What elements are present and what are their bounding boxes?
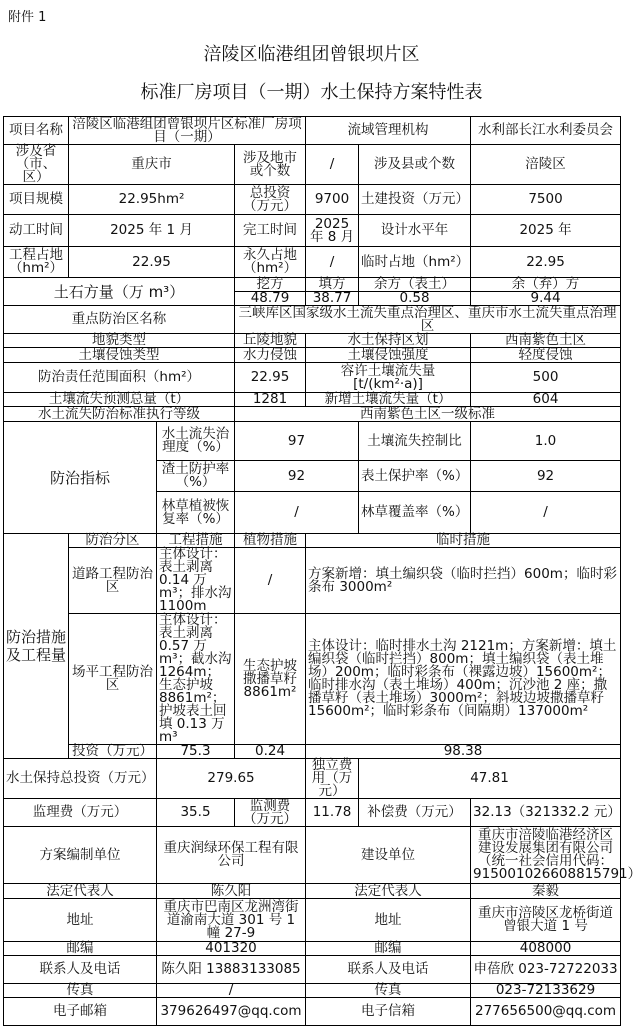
table-cell: 独立费用（万元） [306, 759, 359, 799]
table-cell: 023-72133629 [471, 984, 621, 998]
table-cell: 工程占地（hm²） [4, 247, 69, 278]
table-cell: 临时占地（hm²） [359, 247, 471, 278]
table-cell: 完工时间 [235, 215, 306, 247]
table-cell: 22.95hm² [69, 185, 235, 215]
table-cell: 陈久阳 13883133085 [157, 956, 306, 984]
table-cell: 1281 [235, 393, 306, 407]
table-row [4, 827, 621, 884]
table-cell: 重庆市巴南区龙洲湾街道渝南大道 301 号 1 幢 27-9 [157, 899, 306, 942]
table-cell: 轻度侵蚀 [471, 348, 621, 363]
table-cell: 0.58 [359, 292, 471, 306]
table-cell: 279.65 [157, 759, 306, 799]
table-cell: 表土保护率（%） [359, 461, 471, 492]
table-cell: 重庆市 [69, 145, 235, 185]
table-cell: 渣土防护率（%） [157, 461, 235, 492]
table-cell: 1.0 [471, 422, 621, 461]
table-cell: / [235, 548, 306, 614]
table-cell: 三峡库区国家级水土流失重点治理区、重庆市水土流失重点治理区 [235, 306, 621, 334]
table-cell: 7500 [471, 185, 621, 215]
attachment-label: 附件 1 [8, 10, 47, 25]
table-cell: 临时措施 [306, 534, 621, 548]
table-cell: 涉及省（市、区） [4, 145, 69, 185]
table-cell: 土壤侵蚀强度 [306, 348, 471, 363]
table-row [4, 363, 621, 393]
table-row [4, 306, 621, 334]
table-cell: 邮编 [4, 942, 157, 956]
table-row [4, 942, 621, 956]
table-cell: 电子信箱 [306, 998, 471, 1026]
table-cell: 277656500@qq.com [471, 998, 621, 1026]
table-cell: 重点防治区名称 [4, 306, 235, 334]
table-cell: 申蓓欣 023-72722033 [471, 956, 621, 984]
table-cell: 方案新增：填土编织袋（临时拦挡）600m；临时彩条布 3000m² [306, 548, 621, 614]
table-cell: 余方（表土） [359, 278, 471, 292]
table-cell: 47.81 [359, 759, 621, 799]
table-row [4, 884, 621, 899]
table-cell: 传真 [4, 984, 157, 998]
table-cell: 动工时间 [4, 215, 69, 247]
table-cell: 75.3 [157, 745, 235, 759]
table-row [4, 117, 621, 145]
table-cell: 补偿费（万元） [359, 799, 471, 827]
document-title-line2: 标准厂房项目（一期）水土保持方案特性表 [140, 82, 483, 103]
table-row [4, 407, 621, 422]
table-row [4, 799, 621, 827]
table-cell: 22.95 [235, 363, 306, 393]
table-cell: 主体设计：表土剥离 0.57 万 m³；截水沟 1264m；生态护坡 8861m²；护坡表土回填 0.13 万 m³ [157, 614, 235, 745]
table-cell: 余（弃）方 [471, 278, 621, 292]
table-cell: / [471, 492, 621, 534]
table-cell: 防治责任范围面积（hm²） [4, 363, 235, 393]
table-cell: 法定代表人 [306, 884, 471, 899]
characteristics-table [3, 115, 641, 1026]
table-cell: 97 [235, 422, 359, 461]
table-cell: 98.38 [306, 745, 621, 759]
table-cell: 2025 年 [471, 215, 621, 247]
table-cell: 新增土壤流失量（t） [306, 393, 471, 407]
table-cell: 涉及县或个数 [359, 145, 471, 185]
table-cell: 项目规模 [4, 185, 69, 215]
table-cell: 土建投资（万元） [359, 185, 471, 215]
table-cell: 监测费（万元） [235, 799, 306, 827]
table-cell: 土石方量（万 m³） [4, 278, 235, 306]
table-row [4, 534, 621, 548]
table-cell: 传真 [306, 984, 471, 998]
table-cell: 48.79 [235, 292, 306, 306]
table-cell: 容许土壤流失量[t/(km²·a)] [306, 363, 471, 393]
table-cell: 土壤侵蚀类型 [4, 348, 235, 363]
table-cell: 涉及地市或个数 [235, 145, 306, 185]
table-cell: 秦毅 [471, 884, 621, 899]
table-cell: 邮编 [306, 942, 471, 956]
table-cell: 500 [471, 363, 621, 393]
table-cell: / [235, 492, 359, 534]
table-cell: 2025 年 1 月 [69, 215, 235, 247]
table-cell: 林草覆盖率（%） [359, 492, 471, 534]
table-cell: 工程措施 [157, 534, 235, 548]
table-row [4, 998, 621, 1026]
table-row [4, 247, 621, 278]
table-cell: 总投资（万元） [235, 185, 306, 215]
table-cell: 水土流失治理度（%） [157, 422, 235, 461]
table-cell: 陈久阳 [157, 884, 306, 899]
table-row [4, 334, 621, 348]
document-title-line1: 涪陵区临港组团曾银坝片区 [203, 44, 420, 65]
table-cell: 重庆市涪陵区龙桥街道曾银大道 1 号 [471, 899, 621, 942]
table-cell: 水土保持总投资（万元） [4, 759, 157, 799]
table-cell: 联系人及电话 [4, 956, 157, 984]
table-row [4, 614, 621, 745]
table-cell: 填方 [306, 278, 359, 292]
table-cell: 重庆润绿环保工程有限公司 [157, 827, 306, 884]
table-cell: 土壤流失控制比 [359, 422, 471, 461]
table-cell: 水土保持区划 [306, 334, 471, 348]
table-row [4, 185, 621, 215]
table-cell: 防治指标 [4, 422, 157, 534]
table-row [4, 984, 621, 998]
table-cell: 防治措施及工程量 [4, 534, 69, 759]
table-row [4, 215, 621, 247]
table-cell: 35.5 [157, 799, 235, 827]
table-cell: 水力侵蚀 [235, 348, 306, 363]
table-row [4, 145, 621, 185]
table-cell: 地址 [306, 899, 471, 942]
table-row [4, 956, 621, 984]
table-cell: 道路工程防治区 [69, 548, 157, 614]
table-cell: 38.77 [306, 292, 359, 306]
table-cell: 投资（万元） [69, 745, 157, 759]
table-cell: 92 [235, 461, 359, 492]
table-cell: 重庆市涪陵临港经济区建设发展集团有限公司（统一社会信用代码：915001026608815791） [471, 827, 621, 884]
table-cell: 建设单位 [306, 827, 471, 884]
table-cell: 流域管理机构 [306, 117, 471, 145]
table-cell: 604 [471, 393, 621, 407]
table-cell: 项目名称 [4, 117, 69, 145]
table-cell: 地址 [4, 899, 157, 942]
table-row [4, 899, 621, 942]
table-cell: / [157, 984, 306, 998]
table-cell: 主体设计：临时排水土沟 2121m；方案新增：填土编织袋（临时拦挡）800m；填土编织袋（表土堆场）200m；临时彩条布（裸露边坡）15600m²；临时排水沟（表土堆场）400m；沉沙池 2 座；撒播草籽（表土堆场）3000m²；斜坡边坡撒播草籽 15600m²；临时彩条布（间隔期）137000m² [306, 614, 621, 745]
table-cell: 9.44 [471, 292, 621, 306]
table-cell: 方案编制单位 [4, 827, 157, 884]
table-row [4, 348, 621, 363]
table-row [4, 422, 621, 461]
table-cell: 22.95 [69, 247, 235, 278]
table-cell: 土壤流失预测总量（t） [4, 393, 235, 407]
table-cell: 联系人及电话 [306, 956, 471, 984]
table-cell: 设计水平年 [359, 215, 471, 247]
table-cell: 地貌类型 [4, 334, 235, 348]
table-cell: 401320 [157, 942, 306, 956]
table-row [4, 548, 621, 614]
table-cell: / [306, 247, 359, 278]
table-cell: 92 [471, 461, 621, 492]
table-cell: 西南紫色土区一级标准 [235, 407, 621, 422]
table-cell: 408000 [471, 942, 621, 956]
table-cell: 32.13（321332.2 元） [471, 799, 621, 827]
table-cell: 水利部长江水利委员会 [471, 117, 621, 145]
table-cell: 电子邮箱 [4, 998, 157, 1026]
table-cell: 379626497@qq.com [157, 998, 306, 1026]
table-cell: 生态护坡撒播草籽 8861m² [235, 614, 306, 745]
table-cell: 主体设计：表土剥离 0.14 万 m³；排水沟 1100m [157, 548, 235, 614]
table-cell: 0.24 [235, 745, 306, 759]
table-cell: 挖方 [235, 278, 306, 292]
table-cell: 法定代表人 [4, 884, 157, 899]
table-cell: / [306, 145, 359, 185]
table-cell: 永久占地（hm²） [235, 247, 306, 278]
table-cell: 2025 年 8 月 [306, 215, 359, 247]
table-cell: 涪陵区 [471, 145, 621, 185]
table-cell: 9700 [306, 185, 359, 215]
table-cell: 监理费（万元） [4, 799, 157, 827]
table-cell: 水土流失防治标准执行等级 [4, 407, 235, 422]
table-cell: 涪陵区临港组团曾银坝片区标准厂房项目（一期） [69, 117, 306, 145]
table-cell: 场平工程防治区 [69, 614, 157, 745]
table-cell: 11.78 [306, 799, 359, 827]
table-cell: 植物措施 [235, 534, 306, 548]
table-cell: 防治分区 [69, 534, 157, 548]
table-row [4, 393, 621, 407]
table-cell: 丘陵地貌 [235, 334, 306, 348]
table-cell: 林草植被恢复率（%） [157, 492, 235, 534]
table-cell: 22.95 [471, 247, 621, 278]
table-cell: 西南紫色土区 [471, 334, 621, 348]
table-row [4, 759, 621, 799]
